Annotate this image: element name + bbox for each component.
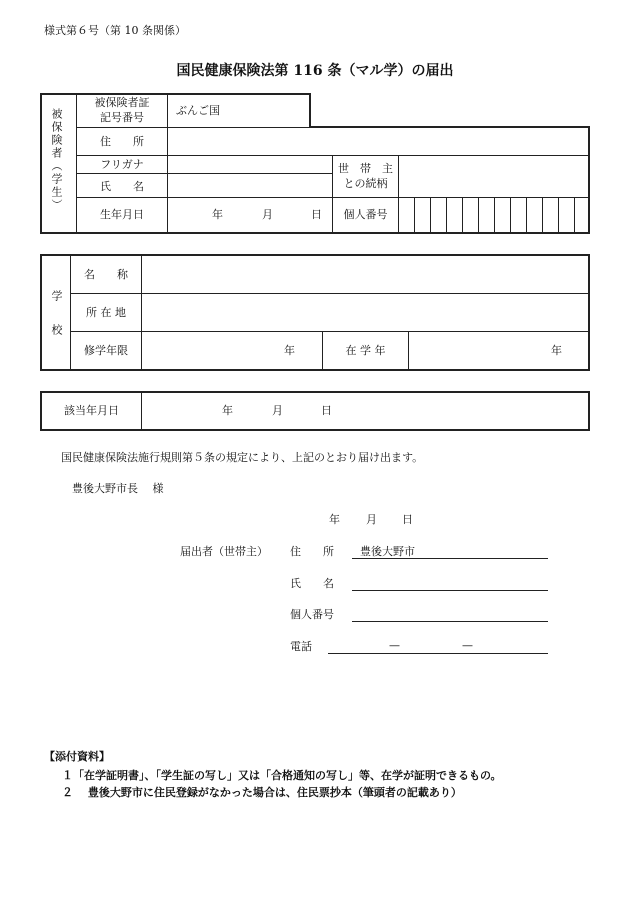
form-number: 様式第６号（第 10 条関係） (44, 24, 186, 37)
duration-unit: 年 (284, 344, 295, 357)
notifier-label: 届出者（世帯主） (180, 545, 268, 558)
attachment-item-2: ２ 豊後大野市に住民登録がなかった場合は、住民票抄本（筆頭者の記載あり） (62, 786, 462, 799)
date-year-unit: 年 (329, 513, 340, 526)
notifier-personal-number-field[interactable] (352, 605, 548, 621)
school-name-label: 名 称 (84, 268, 128, 281)
years-enrolled-unit: 年 (551, 344, 562, 357)
phone-separator-2: — (462, 639, 473, 652)
personal-number-label: 個人番号 (343, 208, 388, 221)
furigana-label: フリガナ (100, 158, 144, 171)
card-number-label-1: 被保険者証 (94, 96, 150, 109)
phone-label: 電話 (290, 640, 312, 653)
statement-text: 国民健康保険法施行規則第５条の規定により、上記のとおり届け出ます。 (61, 451, 424, 464)
notifier-address-label: 住 所 (290, 545, 334, 558)
school-location-label: 所 在 地 (86, 306, 126, 319)
notifier-personal-number-label: 個人番号 (290, 608, 334, 621)
applicable-date-label: 該当年月日 (64, 404, 119, 417)
birth-day-unit: 日 (311, 208, 322, 221)
duration-label: 修学年限 (84, 344, 128, 357)
applicable-year-unit: 年 (222, 404, 233, 417)
address-label: 住 所 (100, 135, 144, 148)
years-enrolled-label: 在 学 年 (345, 344, 386, 357)
attachment-item-1: １「在学証明書」、「学生証の写し」又は「合格通知の写し」等、在学が証明できるもの。 (62, 769, 502, 782)
phone-separator-1: — (389, 639, 400, 652)
birthdate-label: 生年月日 (100, 208, 144, 221)
notifier-address-field[interactable]: 豊後大野市 (360, 545, 415, 558)
birth-year-unit: 年 (212, 208, 223, 221)
name-label: 氏 名 (100, 180, 144, 193)
insured-section-label: 被保険者（学生） (50, 108, 63, 212)
name-field[interactable] (168, 174, 332, 197)
birth-month-unit: 月 (262, 208, 273, 221)
duration-field[interactable] (142, 332, 322, 370)
card-number-label-2: 記号番号 (100, 111, 144, 124)
notifier-name-field[interactable] (352, 574, 548, 590)
school-location-field[interactable] (142, 294, 588, 331)
relationship-field[interactable] (399, 156, 588, 197)
school-section-label: 学 校 (50, 290, 63, 341)
phone-field[interactable] (328, 637, 548, 653)
address-field[interactable] (168, 128, 588, 155)
furigana-field[interactable] (168, 156, 332, 173)
date-month-unit: 月 (366, 513, 377, 526)
applicable-date-field[interactable] (142, 393, 588, 429)
school-name-field[interactable] (142, 256, 588, 293)
date-day-unit: 日 (402, 513, 413, 526)
card-number-field[interactable]: ぶんご国 (176, 104, 220, 117)
relationship-label-1: 世 帯 主 (338, 162, 393, 175)
page-title: 国民健康保険法第 116 条（マル学）の届出 (176, 63, 454, 79)
notifier-name-label: 氏 名 (290, 577, 334, 590)
applicable-month-unit: 月 (272, 404, 283, 417)
applicable-day-unit: 日 (321, 404, 332, 417)
addressee: 豊後大野市長 様 (72, 482, 164, 495)
relationship-label-2: との続柄 (343, 177, 388, 190)
attachments-heading: 【添付資料】 (44, 750, 110, 763)
personal-number-field[interactable] (399, 198, 588, 232)
